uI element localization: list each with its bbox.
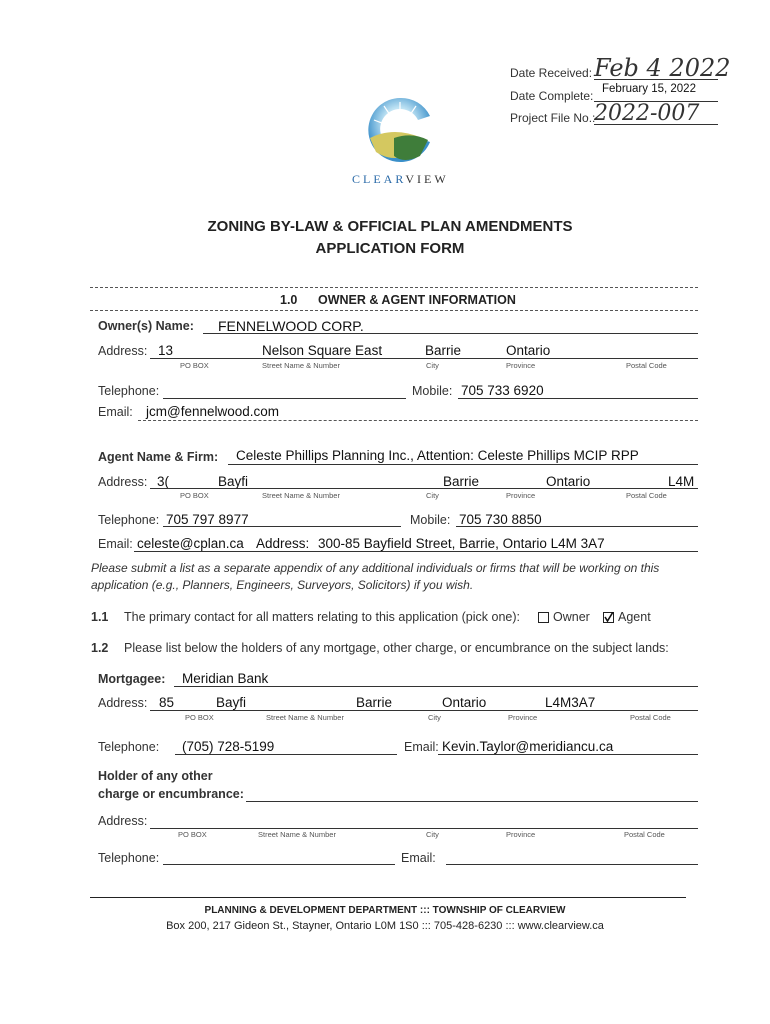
owner-checkbox[interactable] bbox=[538, 612, 549, 623]
owner-mobile-field[interactable]: 705 733 6920 bbox=[461, 383, 544, 398]
owner-sub-po-box: PO BOX bbox=[180, 361, 209, 370]
agent-telephone-label: Telephone: bbox=[98, 513, 160, 527]
mortgagee-label: Mortgagee: bbox=[98, 672, 166, 686]
section-heading: OWNER & AGENT INFORMATION bbox=[318, 293, 516, 307]
owner-option-label: Owner bbox=[553, 610, 590, 624]
clearview-logo-icon bbox=[364, 94, 436, 166]
date-received-value: Feb 4 2022 bbox=[594, 54, 731, 82]
mortgagee-email-label: Email: bbox=[404, 740, 439, 754]
mortgagee-sub-street: Street Name & Number bbox=[266, 713, 344, 722]
agent-sub-postal: Postal Code bbox=[626, 491, 667, 500]
owner-address-label: Address: bbox=[98, 344, 148, 358]
appendix-note-line1: Please submit a list as a separate appendix of any additional individuals or firms that will be working on this bbox=[91, 561, 660, 575]
owner-telephone-label: Telephone: bbox=[98, 384, 160, 398]
agent-province[interactable]: Ontario bbox=[546, 474, 591, 489]
wordmark-view: VIEW bbox=[405, 172, 449, 186]
owner-sub-city: City bbox=[426, 361, 439, 370]
mortgagee-sub-city: City bbox=[428, 713, 441, 722]
agent-email-field[interactable]: celeste@cplan.ca bbox=[137, 536, 244, 551]
date-complete-label: Date Complete: bbox=[510, 89, 594, 103]
mortgagee-sub-po-box: PO BOX bbox=[185, 713, 214, 722]
owner-sub-street: Street Name & Number bbox=[262, 361, 340, 370]
agent-postal[interactable]: L4M bbox=[668, 474, 695, 489]
agent-sub-city: City bbox=[426, 491, 439, 500]
agent-address-label: Address: bbox=[98, 475, 148, 489]
holder-label-line1: Holder of any other bbox=[98, 769, 213, 783]
mortgagee-sub-province: Province bbox=[508, 713, 538, 722]
date-complete-value: February 15, 2022 bbox=[602, 83, 696, 95]
mortgagee-name-field[interactable]: Meridian Bank bbox=[182, 671, 269, 686]
mortgagee-city[interactable]: Barrie bbox=[356, 695, 393, 710]
mortgagee-address-label: Address: bbox=[98, 696, 148, 710]
agent-po-box[interactable]: 3( bbox=[157, 474, 170, 489]
owner-name-field[interactable]: FENNELWOOD CORP. bbox=[218, 318, 364, 334]
agent-street[interactable]: Bayfi bbox=[218, 474, 249, 489]
q11-number: 1.1 bbox=[91, 610, 109, 624]
project-file-value: 2022-007 bbox=[594, 101, 700, 126]
owner-street[interactable]: Nelson Square East bbox=[262, 343, 383, 358]
holder-sub-street: Street Name & Number bbox=[258, 830, 336, 839]
agent-city[interactable]: Barrie bbox=[443, 474, 480, 489]
mortgagee-postal[interactable]: L4M3A7 bbox=[545, 695, 596, 710]
holder-label-line2: charge or encumbrance: bbox=[98, 787, 244, 801]
clearview-logo bbox=[364, 94, 436, 166]
holder-sub-po-box: PO BOX bbox=[178, 830, 207, 839]
clearview-wordmark bbox=[352, 172, 449, 187]
form-title-line2: APPLICATION FORM bbox=[315, 240, 465, 257]
mortgagee-province[interactable]: Ontario bbox=[442, 695, 487, 710]
agent-label: Agent Name & Firm: bbox=[98, 450, 219, 464]
q12-text: Please list below the holders of any mortgage, other charge, or encumbrance on the subject lands: bbox=[124, 641, 669, 655]
owner-city[interactable]: Barrie bbox=[425, 343, 462, 358]
holder-sub-province: Province bbox=[506, 830, 536, 839]
section-number: 1.0 bbox=[280, 293, 298, 307]
agent-option-label: Agent bbox=[618, 610, 651, 624]
q12-number: 1.2 bbox=[91, 641, 109, 655]
holder-email-label: Email: bbox=[401, 851, 436, 865]
agent-sub-province: Province bbox=[506, 491, 536, 500]
holder-telephone-label: Telephone: bbox=[98, 851, 160, 865]
wordmark-clear: CLEAR bbox=[352, 172, 406, 186]
owner-province[interactable]: Ontario bbox=[506, 343, 551, 358]
owner-mobile-label: Mobile: bbox=[412, 384, 453, 398]
agent-mobile-label: Mobile: bbox=[410, 513, 451, 527]
date-received-label: Date Received: bbox=[510, 66, 593, 80]
holder-address-label: Address: bbox=[98, 814, 148, 828]
footer-address: Box 200, 217 Gideon St., Stayner, Ontario L0M 1S0 ::: 705-428-6230 ::: www.clearview.ca bbox=[166, 920, 604, 932]
agent-address2-field[interactable]: 300-85 Bayfield Street, Barrie, Ontario L4M 3A7 bbox=[318, 536, 605, 551]
holder-sub-city: City bbox=[426, 830, 439, 839]
agent-sub-po-box: PO BOX bbox=[180, 491, 209, 500]
q11-text: The primary contact for all matters relating to this application (pick one): bbox=[124, 610, 521, 624]
footer-department: PLANNING & DEVELOPMENT DEPARTMENT ::: TOWNSHIP OF CLEARVIEW bbox=[204, 905, 566, 916]
mortgagee-telephone-field[interactable]: (705) 728-5199 bbox=[182, 739, 275, 754]
agent-sub-street: Street Name & Number bbox=[262, 491, 340, 500]
mortgagee-po-box[interactable]: 85 bbox=[159, 695, 175, 710]
mortgagee-email-field[interactable]: Kevin.Taylor@meridiancu.ca bbox=[442, 739, 614, 754]
agent-telephone-field[interactable]: 705 797 8977 bbox=[166, 512, 249, 527]
agent-name-field[interactable]: Celeste Phillips Planning Inc., Attention: Celeste Phillips MCIP RPP bbox=[236, 448, 639, 463]
holder-sub-postal: Postal Code bbox=[624, 830, 665, 839]
mortgagee-street[interactable]: Bayfi bbox=[216, 695, 247, 710]
form-title-line1: ZONING BY-LAW & OFFICIAL PLAN AMENDMENTS bbox=[207, 218, 573, 235]
mortgagee-telephone-label: Telephone: bbox=[98, 740, 160, 754]
agent-mobile-field[interactable]: 705 730 8850 bbox=[459, 512, 542, 527]
owner-po-box[interactable]: 13 bbox=[158, 343, 174, 358]
owner-email-field[interactable]: jcm@fennelwood.com bbox=[146, 404, 280, 419]
mortgagee-sub-postal: Postal Code bbox=[630, 713, 671, 722]
owner-sub-province: Province bbox=[506, 361, 536, 370]
checkmark-icon bbox=[603, 612, 614, 623]
agent-address2-label: Address: bbox=[256, 536, 310, 551]
owner-sub-postal: Postal Code bbox=[626, 361, 667, 370]
owner-name-label: Owner(s) Name: bbox=[98, 319, 194, 333]
appendix-note-line2: application (e.g., Planners, Engineers, Surveyors, Solicitors) if you wish. bbox=[91, 578, 474, 592]
project-file-label: Project File No.: bbox=[510, 111, 596, 125]
agent-email-label: Email: bbox=[98, 537, 133, 551]
agent-checkbox[interactable] bbox=[603, 612, 614, 623]
owner-email-label: Email: bbox=[98, 405, 133, 419]
